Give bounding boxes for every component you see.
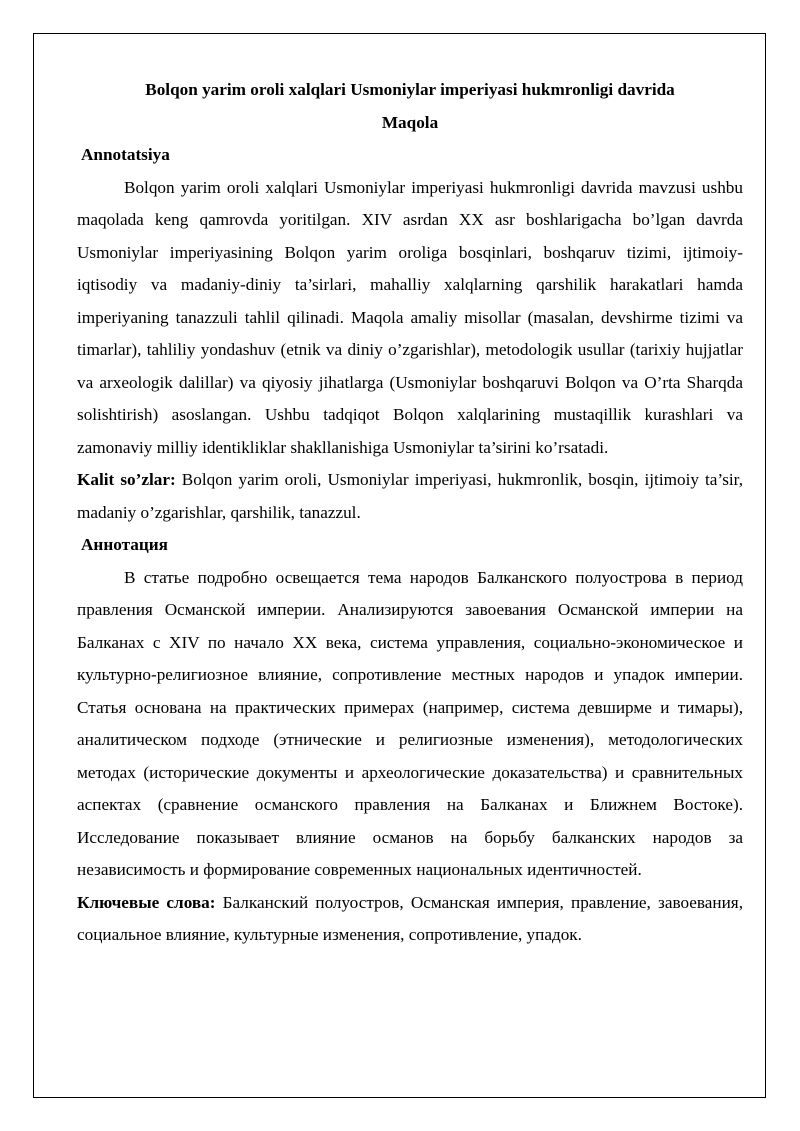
keywords-uz [77,464,743,529]
keywords-label-uz: Kalit so’zlar: [77,470,176,489]
abstract-heading-ru: Аннотация [81,535,168,554]
article-title: Bolqon yarim oroli xalqlari Usmoniylar imperiyasi hukmronligi davrida [145,80,675,99]
keywords-ru [77,887,743,952]
keywords-list-uz: Bolqon yarim oroli, Usmoniylar imperiyasi, hukmronlik, bosqin, ijtimoiy ta’sir, madaniy o’zgarishlar, qarshilik, tanazzul. [77,470,743,522]
abstract-heading-uz: Annotatsiya [81,145,170,164]
keywords-label-ru: Ключевые слова: [77,892,216,912]
abstract-text-uz: Bolqon yarim oroli xalqlari Usmoniylar imperiyasi hukmronligi davrida mavzusi ushbu maqolada keng qamrovda yoritilgan. XIV asrdan XX asr boshlarigacha bo’lgan davrda Usmoniylar imperiyasining Bolqon yarim oroliga bosqinlari, boshqaruv tizimi, ijtimoiy-iqtisodiy va madaniy-diniy ta’sirlari, mahalliy xalqlarning qarshilik harakatlari hamda imperiyaning tanazzuli tahlil qilinadi. Maqola amaliy misollar (masalan, devshirme tizimi va timarlar), tahliliy yondashuv (etnik va diniy o’zgarishlar), metodologik usullar (tarixiy hujjatlar va arxeologik dalillar) va qiyosiy jihatlarga (Usmoniylar boshqaruvi Bolqon va O’rta Sharqda solishtirish) asoslangan. Ushbu tadqiqot Bolqon xalqlarining mustaqillik kurashlari va zamonaviy milliy identikliklar shakllanishiga Usmoniylar ta’sirini ko’rsatadi. [77,177,743,457]
keywords-list-ru: Балканский полуостров, Османская империя, правление, завоевания, социальное влияние, культурные изменения, сопротивление, упадок. [77,892,743,944]
article-body [77,74,743,952]
article-type: Maqola [381,112,439,132]
abstract-text-ru: В статье подробно освещается тема народов Балканского полуострова в период правления Османской империи. Анализируются завоевания Османской империи на Балканах с XIV по начало XX века, система управления, социально-экономическое и культурно-религиозное влияние, сопротивление местных народов и упадок империи. Статья основана на практических примерах (например, система девширме и тимары), аналитическом подходе (этнические и религиозные изменения), методологических методах (исторические документы и археологические доказательства) и сравнительных аспектах (сравнение османского правления на Балканах и Ближнем Востоке). Исследование показывает влияние османов на борьбу балканских народов за независимость и формирование современных национальных идентичностей. [77,567,743,879]
